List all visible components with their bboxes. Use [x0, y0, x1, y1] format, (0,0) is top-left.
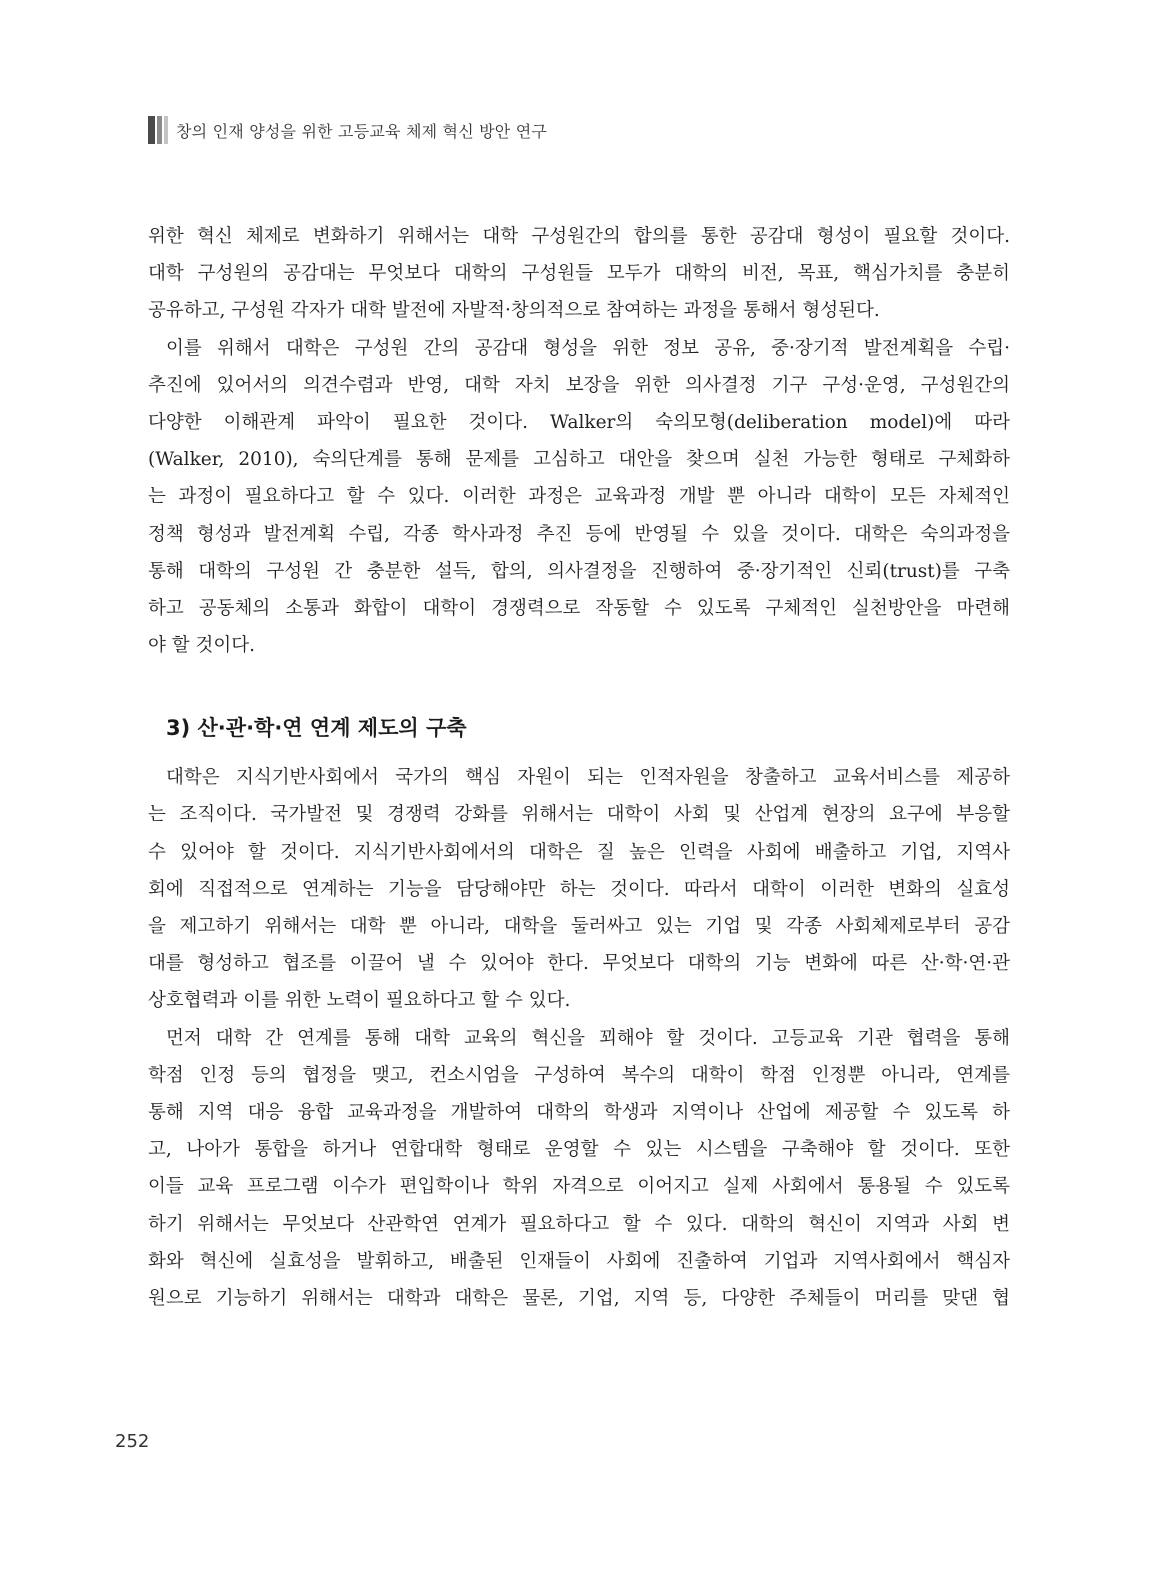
- paragraph-3: [148, 759, 1010, 1019]
- text-line: 하기 위해서는 무엇보다 산관학연 연계가 필요하다고 할 수 있다. 대학의 혁신이 지역과 사회 변: [148, 1213, 1010, 1235]
- text-line: 먼저 대학 간 연계를 통해 대학 교육의 혁신을 꾀해야 할 것이다. 고등교육 기관 협력을 통해: [166, 1027, 1010, 1049]
- text-line: 회에 직접적으로 연계하는 기능을 담당해야만 하는 것이다. 따라서 대학이 이러한 변화의 실효성: [148, 878, 1010, 900]
- text-line: 는 과정이 필요하다고 할 수 있다. 이러한 과정은 교육과정 개발 뿐 아니라 대학이 모든 자체적인: [148, 486, 1010, 508]
- running-header: [148, 114, 547, 146]
- text-line: 통해 지역 대응 융합 교육과정을 개발하여 대학의 학생과 지역이나 산업에 제공할 수 있도록 하: [148, 1101, 1010, 1123]
- text-line: 대학은 지식기반사회에서 국가의 핵심 자원이 되는 인적자원을 창출하고 교육서비스를 제공하: [166, 767, 1010, 789]
- header-bar: [148, 116, 155, 144]
- text-line: 는 조직이다. 국가발전 및 경쟁력 강화를 위해서는 대학이 사회 및 산업계 현장의 요구에 부응할: [148, 804, 1010, 826]
- text-line: 다양한 이해관계 파악이 필요한 것이다. Walker의 숙의모형(deliberation model)에 따라: [148, 411, 1010, 433]
- paragraph-1: [148, 218, 1010, 330]
- text-line: 화와 혁신에 실효성을 발휘하고, 배출된 인재들이 사회에 진출하여 기업과 지역사회에서 핵심자: [148, 1250, 1010, 1272]
- text-line: 원으로 기능하기 위해서는 대학과 대학은 물론, 기업, 지역 등, 다양한 주체들이 머리를 맞댄 협: [148, 1287, 1010, 1309]
- text-line: 공유하고, 구성원 각자가 대학 발전에 자발적·창의적으로 참여하는 과정을 통해서 형성된다.: [148, 300, 880, 322]
- paragraph-2: [148, 330, 1010, 665]
- text-line: 수 있어야 할 것이다. 지식기반사회에서의 대학은 질 높은 인력을 사회에 배출하고 기업, 지역사: [148, 841, 1010, 863]
- text-line: 야 할 것이다.: [148, 635, 255, 657]
- header-bar: [164, 116, 168, 144]
- header-bars-decoration: [148, 116, 168, 144]
- section-heading: 3) 산·관·학·연 연계 제도의 구축: [166, 716, 467, 741]
- text-line: 통해 대학의 구성원 간 충분한 설득, 합의, 의사결정을 진행하여 중·장기적인 신뢰(trust)를 구축: [148, 560, 1010, 582]
- text-line: 대학 구성원의 공감대는 무엇보다 대학의 구성원들 모두가 대학의 비전, 목표, 핵심가치를 충분히: [148, 263, 1010, 285]
- text-line: 대를 형성하고 협조를 이끌어 낼 수 있어야 한다. 무엇보다 대학의 기능 변화에 따른 산·학·연·관: [148, 953, 1010, 975]
- page-number: 252: [115, 1431, 150, 1452]
- text-line: 추진에 있어서의 의견수렴과 반영, 대학 자치 보장을 위한 의사결정 기구 구성·운영, 구성원간의: [148, 374, 1010, 396]
- text-line: 학점 인정 등의 협정을 맺고, 컨소시엄을 구성하여 복수의 대학이 학점 인정뿐 아니라, 연계를: [148, 1064, 1010, 1086]
- text-line: (Walker, 2010), 숙의단계를 통해 문제를 고심하고 대안을 찾으며 실천 가능한 형태로 구체화하: [148, 449, 1010, 471]
- text-line: 이를 위해서 대학은 구성원 간의 공감대 형성을 위한 정보 공유, 중·장기적 발전계획을 수립·: [166, 337, 1010, 359]
- text-line: 고, 나아가 통합을 하거나 연합대학 형태로 운영할 수 있는 시스템을 구축해야 할 것이다. 또한: [148, 1139, 1010, 1161]
- page-body: [148, 218, 1010, 1317]
- text-line: 을 제고하기 위해서는 대학 뿐 아니라, 대학을 둘러싸고 있는 기업 및 각종 사회체제로부터 공감: [148, 916, 1010, 937]
- header-bar: [157, 116, 162, 144]
- text-line: 상호협력과 이를 위한 노력이 필요하다고 할 수 있다.: [148, 990, 571, 1012]
- text-line: 위한 혁신 체제로 변화하기 위해서는 대학 구성원간의 합의를 통한 공감대 형성이 필요할 것이다.: [148, 226, 1010, 247]
- text-line: 이들 교육 프로그램 이수가 편입학이나 학위 자격으로 이어지고 실제 사회에서 통용될 수 있도록: [148, 1176, 1010, 1198]
- text-line: 하고 공동체의 소통과 화합이 대학이 경쟁력으로 작동할 수 있도록 구체적인 실천방안을 마련해: [148, 597, 1010, 619]
- paragraph-4: [148, 1020, 1010, 1318]
- header-title: 창의 인재 양성을 위한 고등교육 체제 혁신 방안 연구: [176, 121, 548, 141]
- text-line: 정책 형성과 발전계획 수립, 각종 학사과정 추진 등에 반영될 수 있을 것이다. 대학은 숙의과정을: [148, 523, 1010, 545]
